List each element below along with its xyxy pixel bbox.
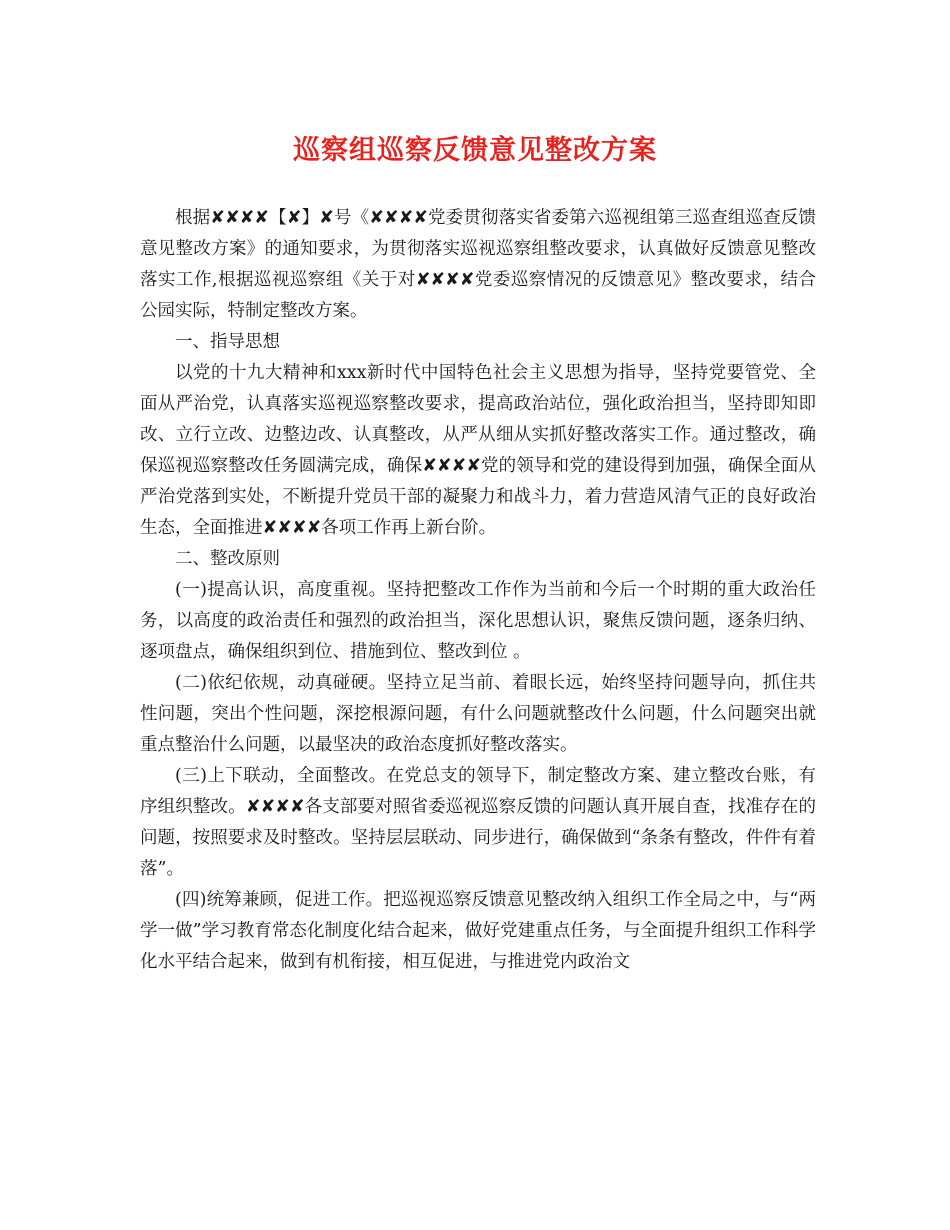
principle-paragraph-3: (三)上下联动，全面整改。在党总支的领导下，制定整改方案、建立整改台账，有序组织整改。✘✘✘✘各支部要对照省委巡视巡察反馈的问题认真开展自查，找准存在的问题，按照要求及时整改。坚持层层联动、同步进行，确保做到“条条有整改，件件有着落”。 [140, 766, 816, 879]
section-heading-principles: 二、整改原则 [175, 549, 280, 569]
principle-paragraph-2: (二)依纪依规，动真碰硬。坚持立足当前、着眼长远，始终坚持问题导向，抓住共性问题，突出个性问题，深挖根源问题，有什么问题就整改什么问题，什么问题突出就重点整治什么问题，以最坚决的政治态度抓好整改落实。 [140, 673, 816, 755]
section-heading-guiding-ideology: 一、指导思想 [175, 332, 280, 352]
intro-paragraph: 根据✘✘✘✘【✘】✘号《✘✘✘✘党委贯彻落实省委第六巡视组第三巡查组巡查反馈意见整改方案》的通知要求，为贯彻落实巡视巡察组整改要求，认真做好反馈意见整改落实工作,根据巡视巡察组《关于对✘✘✘✘党委巡察情况的反馈意见》整改要求，结合公园实际，特制定整改方案。 [140, 208, 816, 321]
document-title: 巡察组巡察反馈意见整改方案 [293, 135, 657, 166]
principle-paragraph-4: (四)统筹兼顾，促进工作。把巡视巡察反馈意见整改纳入组织工作全局之中，与“两学一做”学习教育常态化制度化结合起来，做好党建重点任务，与全面提升组织工作科学化水平结合起来，做到有机衔接，相互促进，与推进党内政治文 [140, 890, 816, 972]
guiding-ideology-paragraph: 以党的十九大精神和xxx新时代中国特色社会主义思想为指导，坚持党要管党、全面从严治党，认真落实巡视巡察整改要求，提高政治站位，强化政治担当，坚持即知即改、立行立改、边整边改、认真整改，从严从细从实抓好整改落实工作。通过整改，确保巡视巡察整改任务圆满完成，确保✘✘✘✘党的领导和党的建设得到加强，确保全面从严治党落到实处，不断提升党员干部的凝聚力和战斗力，着力营造风清气正的良好政治生态，全面推进✘✘✘✘各项工作再上新台阶。 [140, 363, 816, 538]
document-body [140, 203, 816, 978]
principle-paragraph-1: (一)提高认识，高度重视。坚持把整改工作作为当前和今后一个时期的重大政治任务，以高度的政治责任和强烈的政治担当，深化思想认识，聚焦反馈问题，逐条归纳、逐项盘点，确保组织到位、措施到位、整改到位 。 [140, 580, 816, 662]
